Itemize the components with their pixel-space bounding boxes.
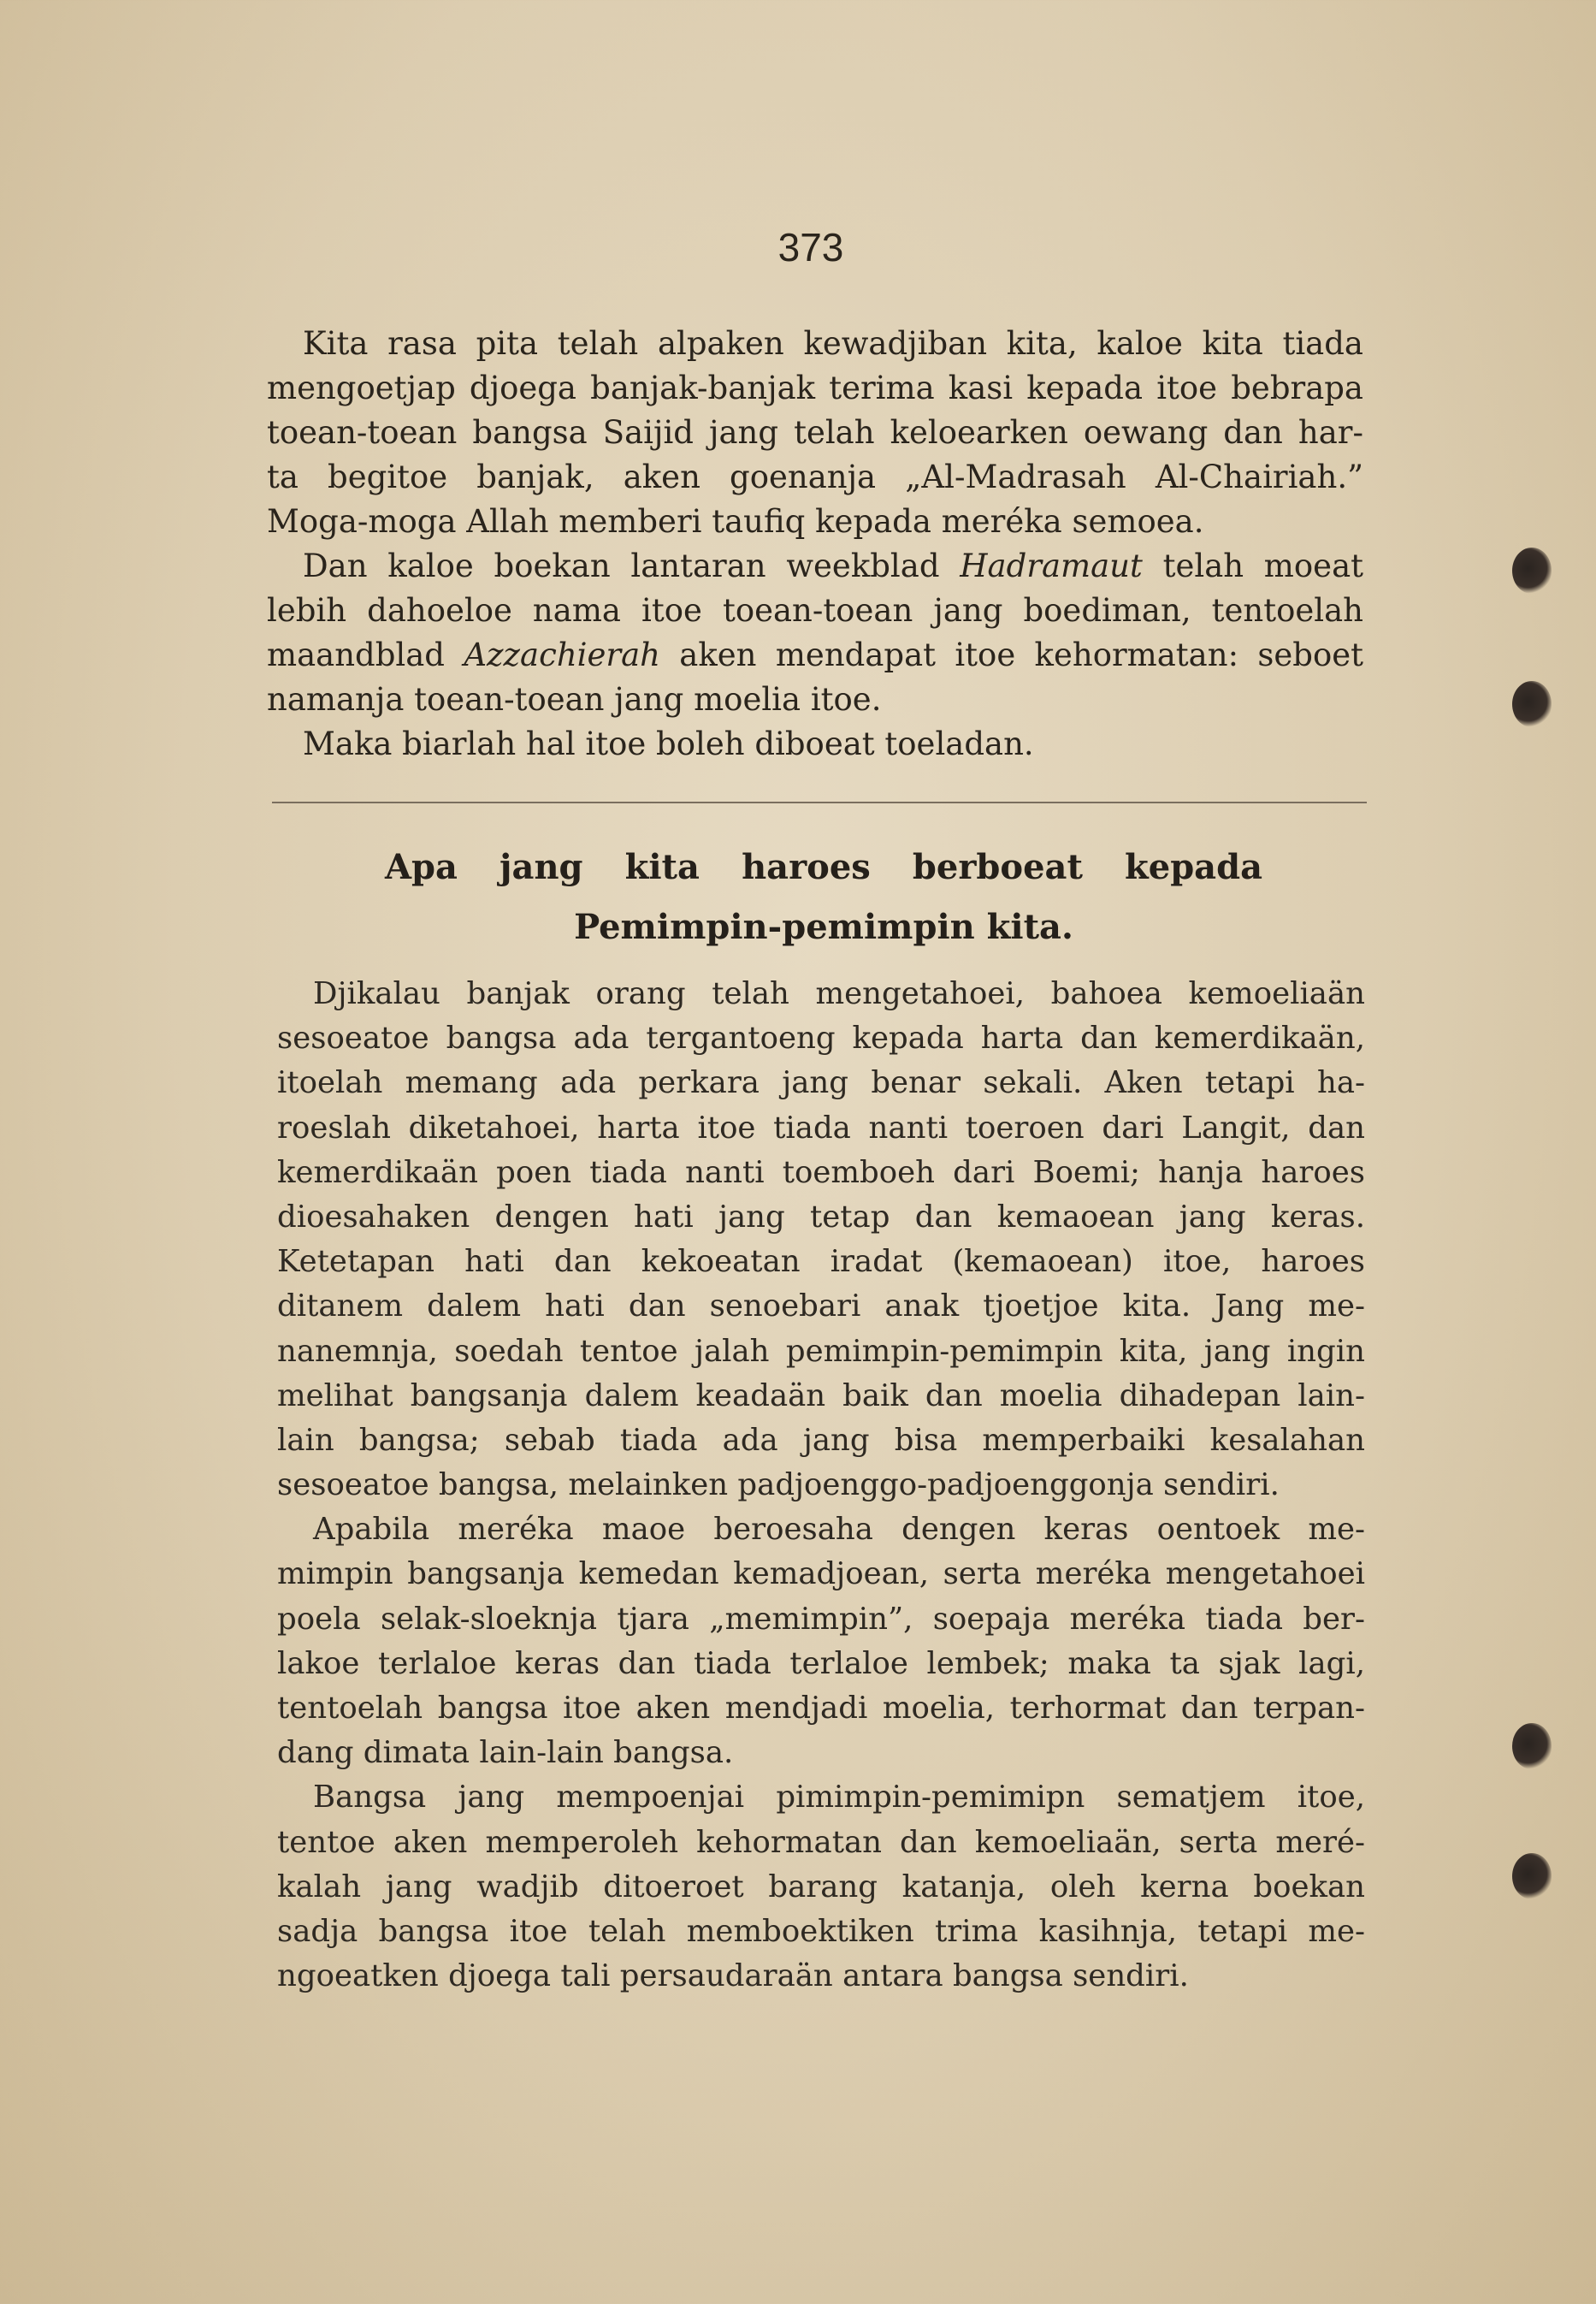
paragraph xyxy=(277,1507,1365,1775)
text-line: ta begitoe banjak, aken goenanja „Al-Madrasah Al-Chairiah.” xyxy=(267,459,1363,495)
text-line: toean-toean bangsa Saijid jang telah keloearken oewang dan har- xyxy=(267,414,1363,451)
text-segment: telah moeat xyxy=(1142,548,1363,584)
binding-hole-mark xyxy=(1512,548,1552,594)
section-divider xyxy=(272,802,1367,803)
text-line: lain bangsa; sebab tiada ada jang bisa memperbaiki kesalahan xyxy=(277,1422,1365,1458)
text-line: Kita rasa pita telah alpaken kewadjiban kita, kaloe kita tiada xyxy=(303,325,1363,362)
text-line: namanja toean-toean jang moelia itoe. xyxy=(267,681,882,718)
article-title-line-2: Pemimpin-pemimpin kita. xyxy=(574,907,1073,947)
text-line: dioesahaken dengen hati jang tetap dan kemaoean jang keras. xyxy=(277,1199,1365,1235)
article-body xyxy=(277,972,1365,1999)
text-line: mengoetjap djoega banjak-banjak terima kasi kepada itoe bebrapa xyxy=(267,370,1363,406)
binding-hole-mark xyxy=(1512,1723,1552,1769)
text-line: tentoe aken memperoleh kehormatan dan kemoeliaän, serta meré- xyxy=(277,1824,1365,1860)
text-line: kemerdikaän poen tiada nanti toemboeh dari Boemi; hanja haroes xyxy=(277,1154,1365,1190)
article-title-line-1: Apa jang kita haroes berboeat kepada xyxy=(385,847,1262,887)
text-line: tentoelah bangsa itoe aken mendjadi moelia, terhormat dan terpan- xyxy=(277,1691,1365,1726)
text-line: Apabila meréka maoe beroesaha dengen keras oentoek me- xyxy=(313,1512,1365,1548)
text-line: melihat bangsanja dalem keadaän baik dan moelia dihadepan lain- xyxy=(277,1377,1365,1413)
binding-hole-mark xyxy=(1512,681,1552,727)
text-line: Djikalau banjak orang telah mengetahoei, bahoea kemoeliaän xyxy=(313,976,1365,1011)
paragraph xyxy=(267,722,1363,767)
text-line: poela selak-sloeknja tjara „memimpin”, soepaja meréka tiada ber- xyxy=(277,1601,1365,1637)
text-line: ditanem dalem hati dan senoebari anak tjoetjoe kita. Jang me- xyxy=(277,1288,1365,1324)
text-line: Ketetapan hati dan kekoeatan iradat (kemaoean) itoe, haroes xyxy=(277,1244,1365,1280)
text-line: ngoeatken djoega tali persaudaraän antara bangsa sendiri. xyxy=(277,1958,1189,1994)
text-line: nanemnja, soedah tentoe jalah pemimpin-pemimpin kita, jang ingin xyxy=(277,1333,1365,1369)
text-segment: maandblad xyxy=(267,637,464,673)
text-line: mimpin bangsanja kemedan kemadjoean, serta meréka mengetahoei xyxy=(277,1556,1365,1592)
text-line: dang dimata lain-lain bangsa. xyxy=(277,1735,734,1771)
top-section xyxy=(267,322,1363,767)
text-line: itoelah memang ada perkara jang benar sekali. Aken tetapi ha- xyxy=(277,1065,1365,1101)
text-line: sadja bangsa itoe telah memboektiken trima kasihnja, tetapi me- xyxy=(277,1913,1365,1949)
text-line: kalah jang wadjib ditoeroet barang katanja, oleh kerna boekan xyxy=(277,1869,1365,1904)
text-line: roeslah diketahoei, harta itoe tiada nanti toeroen dari Langit, dan xyxy=(277,1110,1365,1146)
text-line: sesoeatoe bangsa ada tergantoeng kepada harta dan kemerdikaän, xyxy=(277,1021,1365,1057)
binding-hole-mark xyxy=(1512,1853,1552,1899)
paragraph xyxy=(277,1775,1365,1999)
text-line: Moga-moga Allah memberi taufiq kepada meréka semoea. xyxy=(267,503,1204,540)
text-line: lakoe terlaloe keras dan tiada terlaloe lembek; maka ta sjak lagi, xyxy=(277,1645,1365,1681)
italic-title: Hadramaut xyxy=(960,548,1143,584)
text-line xyxy=(267,544,1363,589)
paragraph xyxy=(267,322,1363,544)
text-line: Maka biarlah hal itoe boleh diboeat toeladan. xyxy=(303,726,1034,762)
text-segment: aken mendapat itoe kehormatan: seboet xyxy=(659,637,1363,673)
paragraph xyxy=(277,972,1365,1507)
italic-title: Azzachierah xyxy=(464,637,660,673)
paragraph xyxy=(267,544,1363,722)
page-number: 373 xyxy=(777,225,844,269)
text-line: sesoeatoe bangsa, melainken padjoenggo-padjoenggonja sendiri. xyxy=(277,1467,1280,1503)
text-segment: Dan kaloe boekan lantaran weekblad xyxy=(303,548,961,584)
text-line: Bangsa jang mempoenjai pimimpin-pemimipn sematjem itoe, xyxy=(313,1780,1365,1815)
text-line xyxy=(267,633,1363,678)
text-line: lebih dahoeloe nama itoe toean-toean jang boediman, tentoelah xyxy=(267,592,1363,629)
